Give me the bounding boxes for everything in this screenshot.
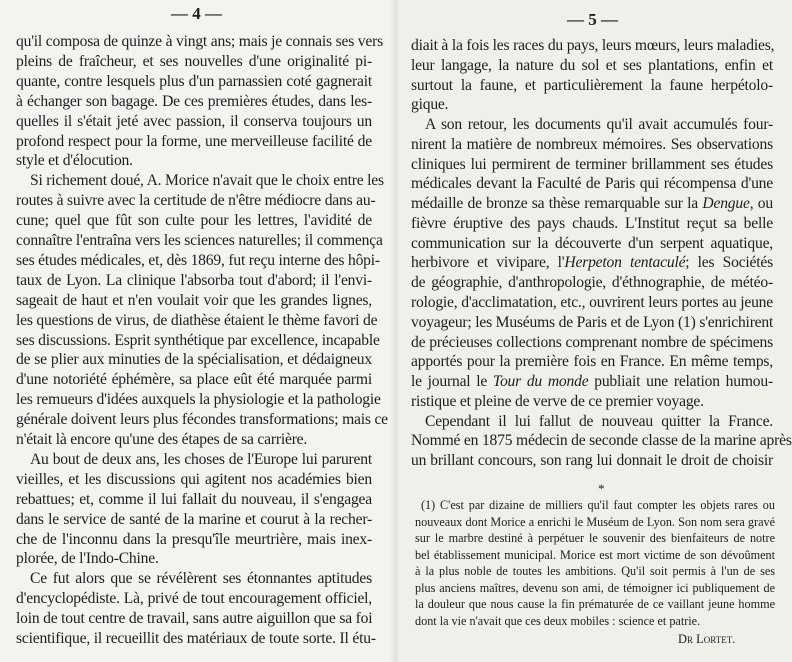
italic-text: Herpeton tentaculé — [564, 254, 686, 272]
text-line — [411, 195, 773, 213]
text-line: rologie, d'acclimatation, etc., ouvrirent leurs portes au jeune — [411, 294, 773, 311]
footnote-separator: * — [598, 481, 605, 496]
text-line: sageait de haut et n'en voulait voir que les grandes lignes, — [16, 291, 372, 309]
text-segment: le journal le — [411, 373, 493, 391]
footnote-line: (1) C'est par dizaine de milliers qu'il faut compter les objets rares ou — [421, 498, 775, 512]
italic-text: Dengue — [702, 195, 750, 213]
text-segment: publiait une relation humou- — [588, 373, 773, 391]
text-line: apportés pour la première fois en France. En même temps, — [411, 353, 773, 371]
text-line: Au bout de deux ans, les choses de l'Europe lui parurent — [30, 450, 372, 468]
text-line: un brillant concours, son rang lui donnait le droit de choisir — [411, 452, 773, 470]
text-line: d'encyclopédiste. Là, privé de tout encouragement officiel, — [16, 590, 372, 608]
text-line: surtout la faune, et particulièrement la faune herpétolo- — [411, 76, 773, 94]
text-line: quelles il s'était jeté avec passion, il conserva toujours un — [16, 112, 372, 130]
text-line: à échanger son bagage. De ces premières études, dans les- — [16, 92, 372, 110]
text-line: quante, contre lesquels plus d'un parnassien coté gagnerait — [16, 72, 372, 90]
italic-text: Tour du monde — [492, 373, 589, 391]
footnote-line: bel établissement municipal. Morice est mort victime de son dévoûment — [415, 547, 775, 562]
text-line: Nommé en 1875 médecin de seconde classe de la marine après — [411, 432, 792, 450]
text-line: plorée, de l'Indo-Chine. — [16, 550, 159, 568]
page-number: — 4 — — [171, 4, 222, 23]
right-page-5 — [395, 0, 792, 662]
text-line: style et d'élocution. — [16, 152, 133, 170]
text-line: d'une notoriété éphémère, sa place eût été marquée parmi — [16, 371, 372, 389]
footnote-line: dont la vie n'avait que ces deux mobiles : science et patrie. — [415, 613, 701, 628]
text-line: vieilles, et les discussions qui agitent nos académies bien — [16, 470, 372, 488]
footnote-line: plus anciens maîtres, devenu son ami, de témoigner ici publiquement de — [415, 580, 775, 595]
text-line: loin de tout centre de travail, sans autre aiguillon que sa foi — [16, 610, 373, 628]
text-line: cune; quel que fût son culte pour les lettres, l'avidité de — [16, 212, 372, 230]
text-line: communication sur la découverte d'un serpent aquatique, — [411, 234, 773, 252]
text-line: gique. — [411, 96, 449, 114]
text-line: cliniques lui permirent de terminer brillamment ses études — [411, 155, 773, 173]
text-line: profond respect pour la forme, une merveilleuse facilité de — [16, 132, 372, 150]
footnote-line: sur le marbre destiné à perpétuer le souvenir des bienfaiteurs de notre — [415, 531, 775, 545]
text-line: che de l'inconnu dans la presqu'île meurtrière, mais inex- — [16, 530, 372, 548]
text-line: connaître l'entraîna vers les sciences naturelles; il commença — [16, 232, 383, 249]
text-segment: herbivore et vivipare, l' — [411, 254, 565, 272]
text-segment: médaille de bronze sa thèse remarquable sur la — [411, 195, 703, 213]
footnote-line: la douleur que nous cause la fin prématurée de ce vaillant jeune homme — [415, 597, 775, 611]
text-line: routes à suivre avec la certitude de n'être médiocre dans au- — [16, 192, 376, 210]
page-number: — 5 — — [567, 10, 618, 29]
text-line: de géographie, d'anthropologie, d'éthnographie, de météo- — [411, 274, 773, 292]
text-line: n'était là encore qu'une des étapes de sa carrière. — [16, 431, 308, 448]
footnote-signature: Dr Lortet. — [678, 632, 736, 646]
text-segment: ; les Sociétés — [685, 254, 773, 272]
text-line: ses discussions. Esprit synthétique par excellence, incapable — [16, 331, 380, 349]
text-line: ses études médicales, et, dès 1869, fut reçu interne des hôpi- — [16, 251, 380, 269]
text-line: les questions de virus, de diathèse étaient le thème favori de — [16, 311, 378, 329]
text-line: A son retour, les documents qu'il avait accumulés four- — [425, 116, 773, 134]
text-line: nirent la matière de nombreux mémoires. Ses observations — [411, 135, 773, 153]
text-line: voyageur; les Muséums de Paris et de Lyon (1) s'enrichirent — [411, 313, 774, 331]
text-line: de se plier aux minuties de la spécialisation, et dédaigneux — [16, 351, 372, 369]
text-line: Si richement doué, A. Morice n'avait que le choix entre les — [30, 172, 384, 190]
text-line — [411, 373, 773, 391]
text-line: taux de Lyon. La clinique l'absorba tout d'abord; il l'envi- — [16, 271, 372, 289]
text-line: dans le service de santé de la marine et courut à la recher- — [16, 510, 372, 528]
text-line — [411, 254, 773, 272]
text-segment: , ou — [749, 195, 774, 213]
text-line: les remueurs d'idées auxquels la physiologie et la pathologie — [16, 391, 381, 409]
text-line: Ce fut alors que se révélèrent ses étonnantes aptitudes — [30, 570, 372, 588]
text-line: pleins de fraîcheur, et ses nouvelles d'une originalité pi- — [16, 52, 372, 70]
text-line: ristique et pleine de verve de ce premier voyage. — [411, 392, 704, 410]
footnote-line: nouveaux dont Morice a enrichi le Muséum de Lyon. Son nom sera gravé — [415, 514, 775, 529]
text-line: médicales devant la Faculté de Paris qui récompensa d'une — [411, 175, 773, 193]
text-line: Cependant il lui fallut de nouveau quitter la France. — [425, 412, 773, 430]
text-line: scientifique, il recueillit des matériaux de toute sorte. Il étu- — [16, 630, 376, 647]
text-line: fièvre éruptive des pays chauds. L'Institut reçut sa belle — [411, 214, 773, 232]
text-line: diait à la fois les races du pays, leurs mœurs, leurs maladies, — [411, 37, 775, 54]
text-line: leur langage, la nature du sol et ses plantations, enfin et — [411, 56, 773, 74]
left-page-4 — [0, 0, 395, 662]
footnote-line: à la plus noble de toutes les ambitions. Qu'il soit permis à l'un de ses — [415, 564, 775, 578]
text-line: qu'il composa de quinze à vingt ans; mais je connais ses vers — [16, 33, 383, 50]
text-line: générale doivent leurs plus fécondes transformations; mais ce — [16, 411, 388, 429]
text-line: de précieuses collections comprenant nombre de spécimens — [411, 333, 773, 351]
text-line: rebattues; et, comme il lui fallait du nouveau, il s'engagea — [16, 490, 372, 508]
